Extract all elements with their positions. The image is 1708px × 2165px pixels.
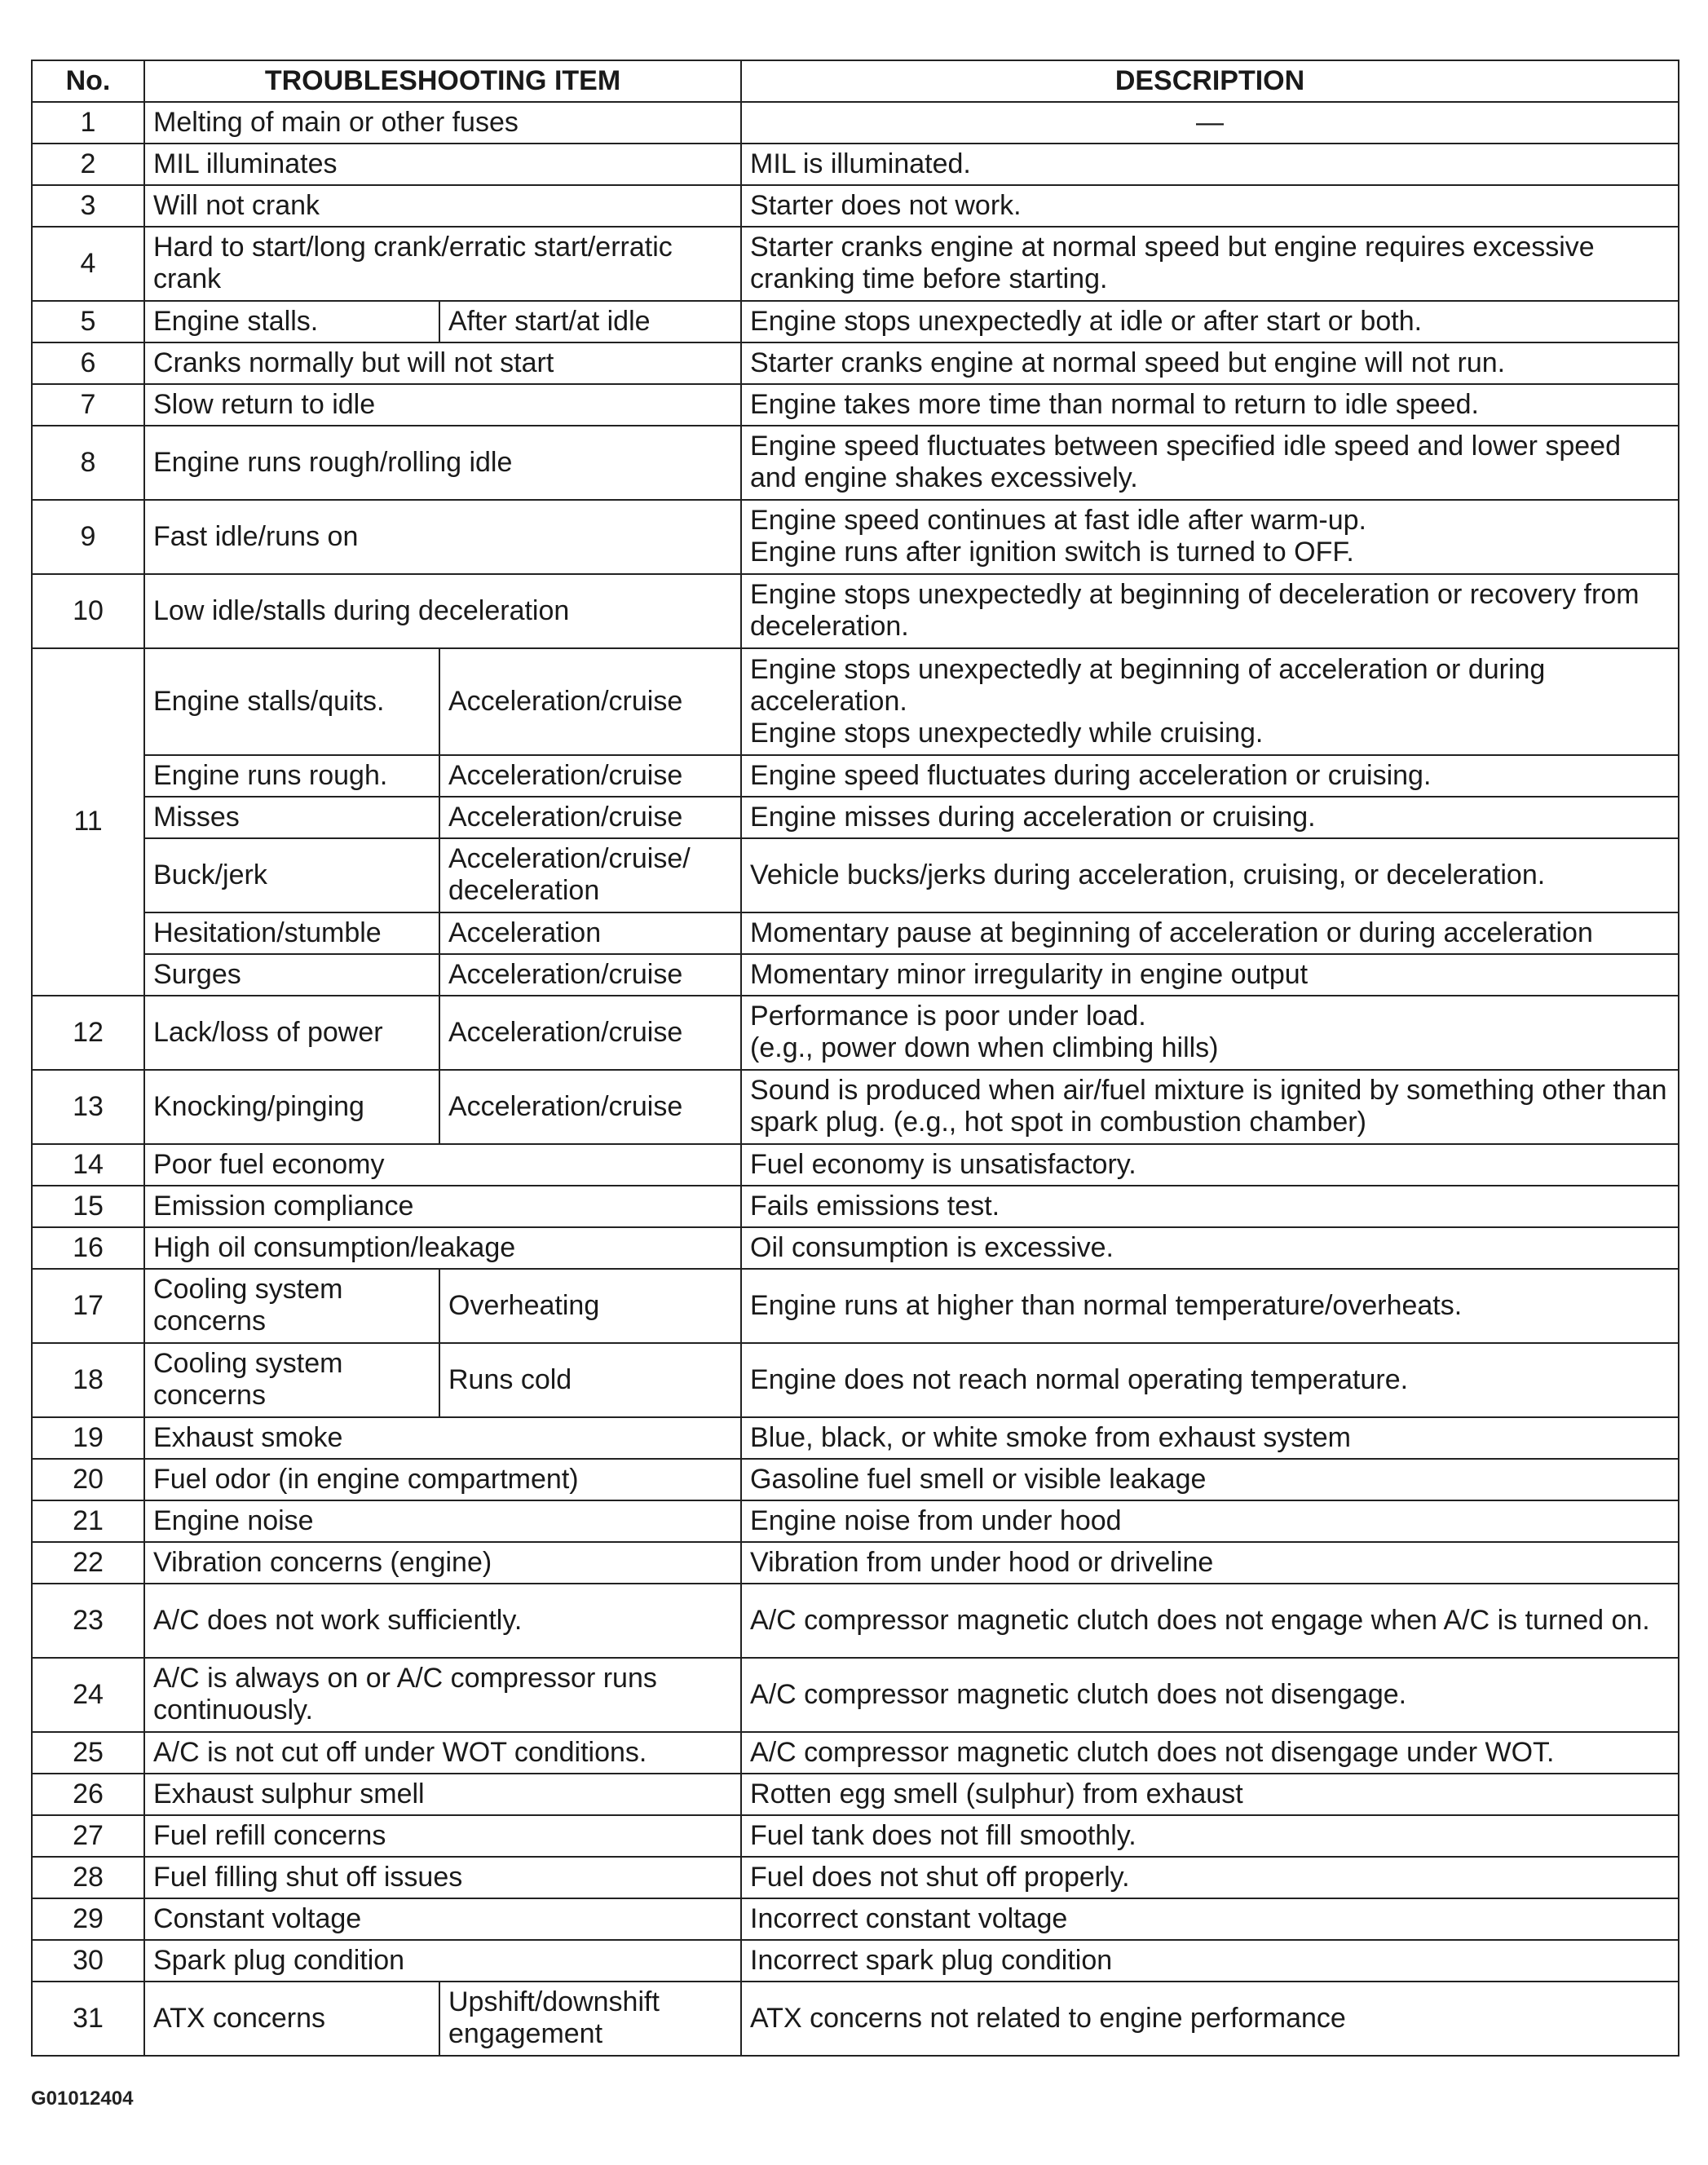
table-row [32, 1343, 1679, 1417]
table-row [32, 1815, 1679, 1857]
table-row [32, 342, 1679, 384]
description: Performance is poor under load. (e.g., power down when climbing hills) [741, 996, 1679, 1070]
troubleshooting-item: Surges [144, 954, 439, 996]
table-row [32, 1857, 1679, 1898]
description: Vibration from under hood or driveline [741, 1542, 1679, 1584]
table-row [32, 1417, 1679, 1459]
troubleshooting-item: Constant voltage [144, 1898, 741, 1940]
table-row [32, 227, 1679, 301]
condition: Acceleration/cruise [439, 648, 741, 755]
row-number: 1 [32, 102, 144, 144]
description: A/C compressor magnetic clutch does not disengage under WOT. [741, 1732, 1679, 1774]
table-row [32, 1542, 1679, 1584]
table-row [32, 144, 1679, 185]
condition: Runs cold [439, 1343, 741, 1417]
troubleshooting-item: Hesitation/stumble [144, 912, 439, 954]
row-number: 10 [32, 574, 144, 648]
row-number: 5 [32, 301, 144, 342]
troubleshooting-item: Slow return to idle [144, 384, 741, 426]
table-row [32, 1898, 1679, 1940]
table-row [32, 648, 1679, 755]
troubleshooting-item: High oil consumption/leakage [144, 1227, 741, 1269]
description: MIL is illuminated. [741, 144, 1679, 185]
description: Engine takes more time than normal to return to idle speed. [741, 384, 1679, 426]
row-number: 29 [32, 1898, 144, 1940]
description: Momentary pause at beginning of acceleration or during acceleration [741, 912, 1679, 954]
row-number: 14 [32, 1144, 144, 1186]
description: Incorrect spark plug condition [741, 1940, 1679, 1982]
troubleshooting-item: Knocking/pinging [144, 1070, 439, 1144]
description: Momentary minor irregularity in engine output [741, 954, 1679, 996]
description: Fails emissions test. [741, 1186, 1679, 1227]
row-number: 17 [32, 1269, 144, 1343]
description: Engine speed continues at fast idle after warm-up. Engine runs after ignition switch is turned to OFF. [741, 500, 1679, 574]
table-row [32, 1186, 1679, 1227]
troubleshooting-item: Fuel refill concerns [144, 1815, 741, 1857]
troubleshooting-item: Lack/loss of power [144, 996, 439, 1070]
description: Blue, black, or white smoke from exhaust system [741, 1417, 1679, 1459]
row-number: 3 [32, 185, 144, 227]
table-row [32, 1459, 1679, 1500]
table-row [32, 1070, 1679, 1144]
header-row [32, 60, 1679, 102]
table-row [32, 912, 1679, 954]
table-row [32, 1940, 1679, 1982]
row-number: 25 [32, 1732, 144, 1774]
row-number: 19 [32, 1417, 144, 1459]
header-troubleshooting-item: TROUBLESHOOTING ITEM [144, 60, 741, 102]
condition: Upshift/downshift engagement [439, 1982, 741, 2056]
description: ATX concerns not related to engine performance [741, 1982, 1679, 2056]
description: Engine noise from under hood [741, 1500, 1679, 1542]
description: Gasoline fuel smell or visible leakage [741, 1459, 1679, 1500]
row-number: 22 [32, 1542, 144, 1584]
row-number: 2 [32, 144, 144, 185]
row-number: 13 [32, 1070, 144, 1144]
table-row [32, 1227, 1679, 1269]
row-number: 28 [32, 1857, 144, 1898]
description: Fuel does not shut off properly. [741, 1857, 1679, 1898]
description: Starter cranks engine at normal speed but engine requires excessive cranking time before starting. [741, 227, 1679, 301]
description: Engine stops unexpectedly at beginning of acceleration or during acceleration. Engine stops unexpectedly while cruising. [741, 648, 1679, 755]
condition: Overheating [439, 1269, 741, 1343]
table-row [32, 797, 1679, 838]
table-row [32, 384, 1679, 426]
table-row [32, 954, 1679, 996]
condition: Acceleration [439, 912, 741, 954]
description: Rotten egg smell (sulphur) from exhaust [741, 1774, 1679, 1815]
condition: Acceleration/cruise [439, 755, 741, 797]
troubleshooting-item: Fast idle/runs on [144, 500, 741, 574]
row-number: 7 [32, 384, 144, 426]
troubleshooting-item: A/C is always on or A/C compressor runs continuously. [144, 1658, 741, 1732]
troubleshooting-item: Cranks normally but will not start [144, 342, 741, 384]
troubleshooting-item: Buck/jerk [144, 838, 439, 912]
troubleshooting-item: Melting of main or other fuses [144, 102, 741, 144]
table-row [32, 185, 1679, 227]
troubleshooting-item: Engine noise [144, 1500, 741, 1542]
condition: Acceleration/cruise/ deceleration [439, 838, 741, 912]
table-row [32, 574, 1679, 648]
description: A/C compressor magnetic clutch does not disengage. [741, 1658, 1679, 1732]
table-row [32, 1774, 1679, 1815]
condition: Acceleration/cruise [439, 996, 741, 1070]
description: Sound is produced when air/fuel mixture is ignited by something other than spark plug. (e.g., hot spot in combustion chamber) [741, 1070, 1679, 1144]
troubleshooting-item: A/C is not cut off under WOT conditions. [144, 1732, 741, 1774]
row-number: 20 [32, 1459, 144, 1500]
table-row [32, 1144, 1679, 1186]
troubleshooting-item: Hard to start/long crank/erratic start/erratic crank [144, 227, 741, 301]
table-row [32, 1658, 1679, 1732]
troubleshooting-item: A/C does not work sufficiently. [144, 1584, 741, 1658]
row-number: 30 [32, 1940, 144, 1982]
description: Engine speed fluctuates between specified idle speed and lower speed and engine shakes excessively. [741, 426, 1679, 500]
row-number: 31 [32, 1982, 144, 2056]
description: Oil consumption is excessive. [741, 1227, 1679, 1269]
table-row [32, 1982, 1679, 2056]
troubleshooting-item: Spark plug condition [144, 1940, 741, 1982]
row-number: 23 [32, 1584, 144, 1658]
description: Engine speed fluctuates during acceleration or cruising. [741, 755, 1679, 797]
description: Fuel economy is unsatisfactory. [741, 1144, 1679, 1186]
condition: After start/at idle [439, 301, 741, 342]
table-row [32, 838, 1679, 912]
row-number: 21 [32, 1500, 144, 1542]
troubleshooting-item: Vibration concerns (engine) [144, 1542, 741, 1584]
table-row [32, 755, 1679, 797]
table-row [32, 301, 1679, 342]
troubleshooting-item: Cooling system concerns [144, 1269, 439, 1343]
description: Starter does not work. [741, 185, 1679, 227]
troubleshooting-item: Engine runs rough/rolling idle [144, 426, 741, 500]
condition: Acceleration/cruise [439, 797, 741, 838]
description: — [741, 102, 1679, 144]
row-number: 6 [32, 342, 144, 384]
troubleshooting-item: MIL illuminates [144, 144, 741, 185]
table-row [32, 1732, 1679, 1774]
row-number: 16 [32, 1227, 144, 1269]
header-description: DESCRIPTION [741, 60, 1679, 102]
table-row [32, 102, 1679, 144]
description: Engine does not reach normal operating temperature. [741, 1343, 1679, 1417]
table-row [32, 996, 1679, 1070]
row-number: 8 [32, 426, 144, 500]
table-row [32, 1269, 1679, 1343]
description: Engine misses during acceleration or cruising. [741, 797, 1679, 838]
troubleshooting-item: Will not crank [144, 185, 741, 227]
figure-id-label: G01012404 [31, 2088, 134, 2110]
troubleshooting-item: Emission compliance [144, 1186, 741, 1227]
row-number: 27 [32, 1815, 144, 1857]
description: Incorrect constant voltage [741, 1898, 1679, 1940]
table-row [32, 500, 1679, 574]
troubleshooting-item: Exhaust smoke [144, 1417, 741, 1459]
description: Starter cranks engine at normal speed but engine will not run. [741, 342, 1679, 384]
row-number: 12 [32, 996, 144, 1070]
troubleshooting-item: ATX concerns [144, 1982, 439, 2056]
row-number: 9 [32, 500, 144, 574]
description: Engine runs at higher than normal temperature/overheats. [741, 1269, 1679, 1343]
troubleshooting-item: Low idle/stalls during deceleration [144, 574, 741, 648]
description: Vehicle bucks/jerks during acceleration, cruising, or deceleration. [741, 838, 1679, 912]
troubleshooting-item: Engine stalls/quits. [144, 648, 439, 755]
row-number: 18 [32, 1343, 144, 1417]
description: Engine stops unexpectedly at idle or after start or both. [741, 301, 1679, 342]
table-row [32, 426, 1679, 500]
condition: Acceleration/cruise [439, 1070, 741, 1144]
troubleshooting-item: Engine runs rough. [144, 755, 439, 797]
header-no: No. [32, 60, 144, 102]
row-number: 11 [32, 648, 144, 996]
description: A/C compressor magnetic clutch does not engage when A/C is turned on. [741, 1584, 1679, 1658]
row-number: 26 [32, 1774, 144, 1815]
table-row [32, 1500, 1679, 1542]
troubleshooting-item: Cooling system concerns [144, 1343, 439, 1417]
description: Fuel tank does not fill smoothly. [741, 1815, 1679, 1857]
description: Engine stops unexpectedly at beginning of deceleration or recovery from deceleration. [741, 574, 1679, 648]
row-number: 24 [32, 1658, 144, 1732]
condition: Acceleration/cruise [439, 954, 741, 996]
table-row [32, 1584, 1679, 1658]
row-number: 4 [32, 227, 144, 301]
troubleshooting-item: Exhaust sulphur smell [144, 1774, 741, 1815]
troubleshooting-item: Poor fuel economy [144, 1144, 741, 1186]
troubleshooting-item: Engine stalls. [144, 301, 439, 342]
row-number: 15 [32, 1186, 144, 1227]
troubleshooting-table [31, 60, 1679, 2057]
troubleshooting-item: Misses [144, 797, 439, 838]
troubleshooting-item: Fuel odor (in engine compartment) [144, 1459, 741, 1500]
troubleshooting-item: Fuel filling shut off issues [144, 1857, 741, 1898]
